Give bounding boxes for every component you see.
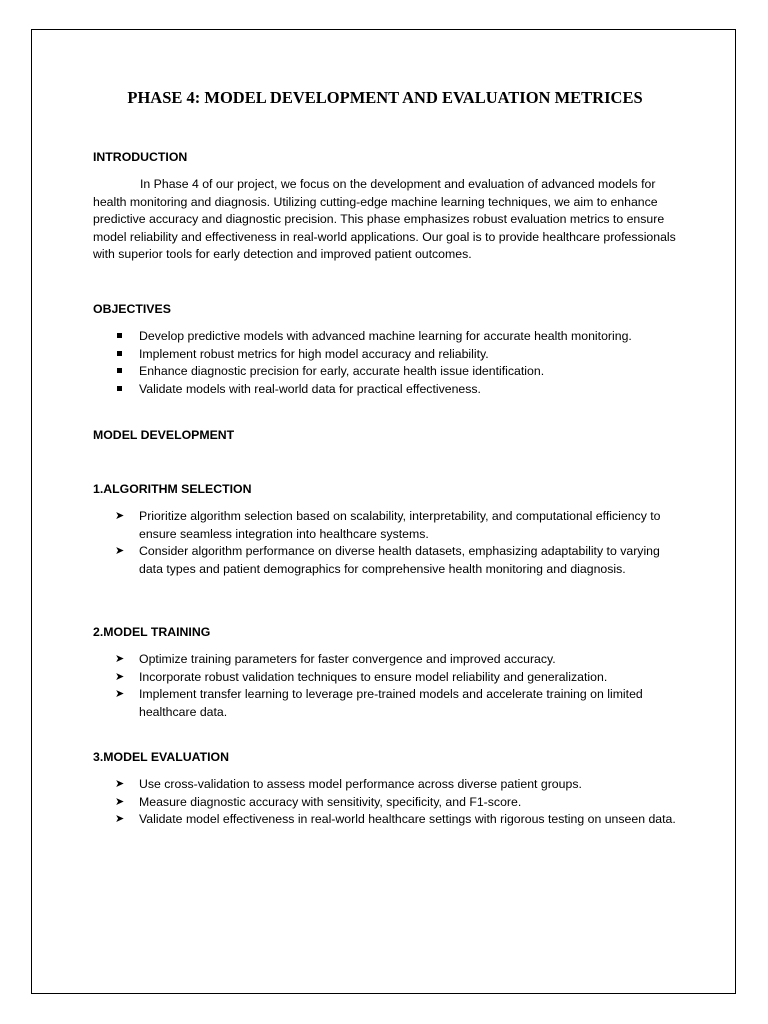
objectives-heading: OBJECTIVES xyxy=(93,302,171,316)
list-item xyxy=(93,794,683,812)
objectives-list xyxy=(93,328,683,398)
algorithm-selection-heading: 1.ALGORITHM SELECTION xyxy=(93,482,252,496)
model-training-list xyxy=(93,651,683,721)
arrow-bullet-icon: ➤ xyxy=(115,545,125,558)
bullet-square-icon xyxy=(117,381,131,399)
arrow-bullet-icon: ➤ xyxy=(115,813,125,826)
list-item-text: Optimize training parameters for faster convergence and improved accuracy. xyxy=(139,652,556,666)
list-item xyxy=(93,651,683,669)
algorithm-selection-list xyxy=(93,508,683,578)
list-item-text: Implement transfer learning to leverage pre-trained models and accelerate training on limited healthcare data. xyxy=(139,687,643,719)
bullet-square-icon xyxy=(117,328,131,346)
arrow-bullet-icon: ➤ xyxy=(115,653,125,665)
arrow-bullet-icon: ➤ xyxy=(115,688,125,701)
list-item xyxy=(93,669,683,687)
page-title: PHASE 4: MODEL DEVELOPMENT AND EVALUATION METRICES xyxy=(127,88,643,107)
list-item xyxy=(93,686,683,721)
list-item xyxy=(93,543,683,578)
list-item xyxy=(93,381,683,399)
list-item xyxy=(93,346,683,364)
list-item-text: Enhance diagnostic precision for early, accurate health issue identification. xyxy=(139,364,545,379)
list-item-text: Use cross-validation to assess model performance across diverse patient groups. xyxy=(139,777,582,791)
arrow-bullet-icon: ➤ xyxy=(115,795,125,808)
list-item-text: Consider algorithm performance on diverse health datasets, emphasizing adaptability to varying data types and patient demographics for comprehensive health monitoring and diagnosis. xyxy=(139,544,660,576)
list-item xyxy=(93,363,683,381)
list-item-text: Prioritize algorithm selection based on scalability, interpretability, and computational efficiency to ensure seamless integration into healthcare systems. xyxy=(139,509,661,541)
model-training-heading: 2.MODEL TRAINING xyxy=(93,625,211,639)
list-item xyxy=(93,328,683,346)
list-item-text: Validate model effectiveness in real-world healthcare settings with rigorous testing on unseen data. xyxy=(139,812,676,827)
arrow-bullet-icon: ➤ xyxy=(115,778,125,790)
list-item-text: Validate models with real-world data for practical effectiveness. xyxy=(139,381,481,396)
bullet-square-icon xyxy=(117,346,131,364)
bullet-square-icon xyxy=(117,363,131,381)
list-item-text: Measure diagnostic accuracy with sensitivity, specificity, and F1-score. xyxy=(139,794,522,809)
list-item-text: Incorporate robust validation techniques to ensure model reliability and generalization. xyxy=(139,669,608,684)
list-item xyxy=(93,776,683,794)
model-evaluation-list xyxy=(93,776,683,829)
arrow-bullet-icon: ➤ xyxy=(115,510,125,522)
arrow-bullet-icon: ➤ xyxy=(115,670,125,683)
list-item-text: Develop predictive models with advanced machine learning for accurate health monitoring. xyxy=(139,329,632,343)
list-item-text: Implement robust metrics for high model accuracy and reliability. xyxy=(139,346,489,361)
introduction-paragraph: In Phase 4 of our project, we focus on the development and evaluation of advanced models for health monitoring and diagnosis. Utilizing cutting-edge machine learning techniques, we aim to enhance predictive accuracy and diagnostic precision. This phase emphasizes robust evaluation metrics to ensure model reliability and effectiveness in real-world applications. Our goal is to provide healthcare professionals with superior tools for early detection and improved patient outcomes. xyxy=(93,177,676,261)
model-development-heading: MODEL DEVELOPMENT xyxy=(93,428,235,442)
list-item xyxy=(93,811,683,829)
list-item xyxy=(93,508,683,543)
model-evaluation-heading: 3.MODEL EVALUATION xyxy=(93,750,229,764)
introduction-heading: INTRODUCTION xyxy=(93,150,188,164)
